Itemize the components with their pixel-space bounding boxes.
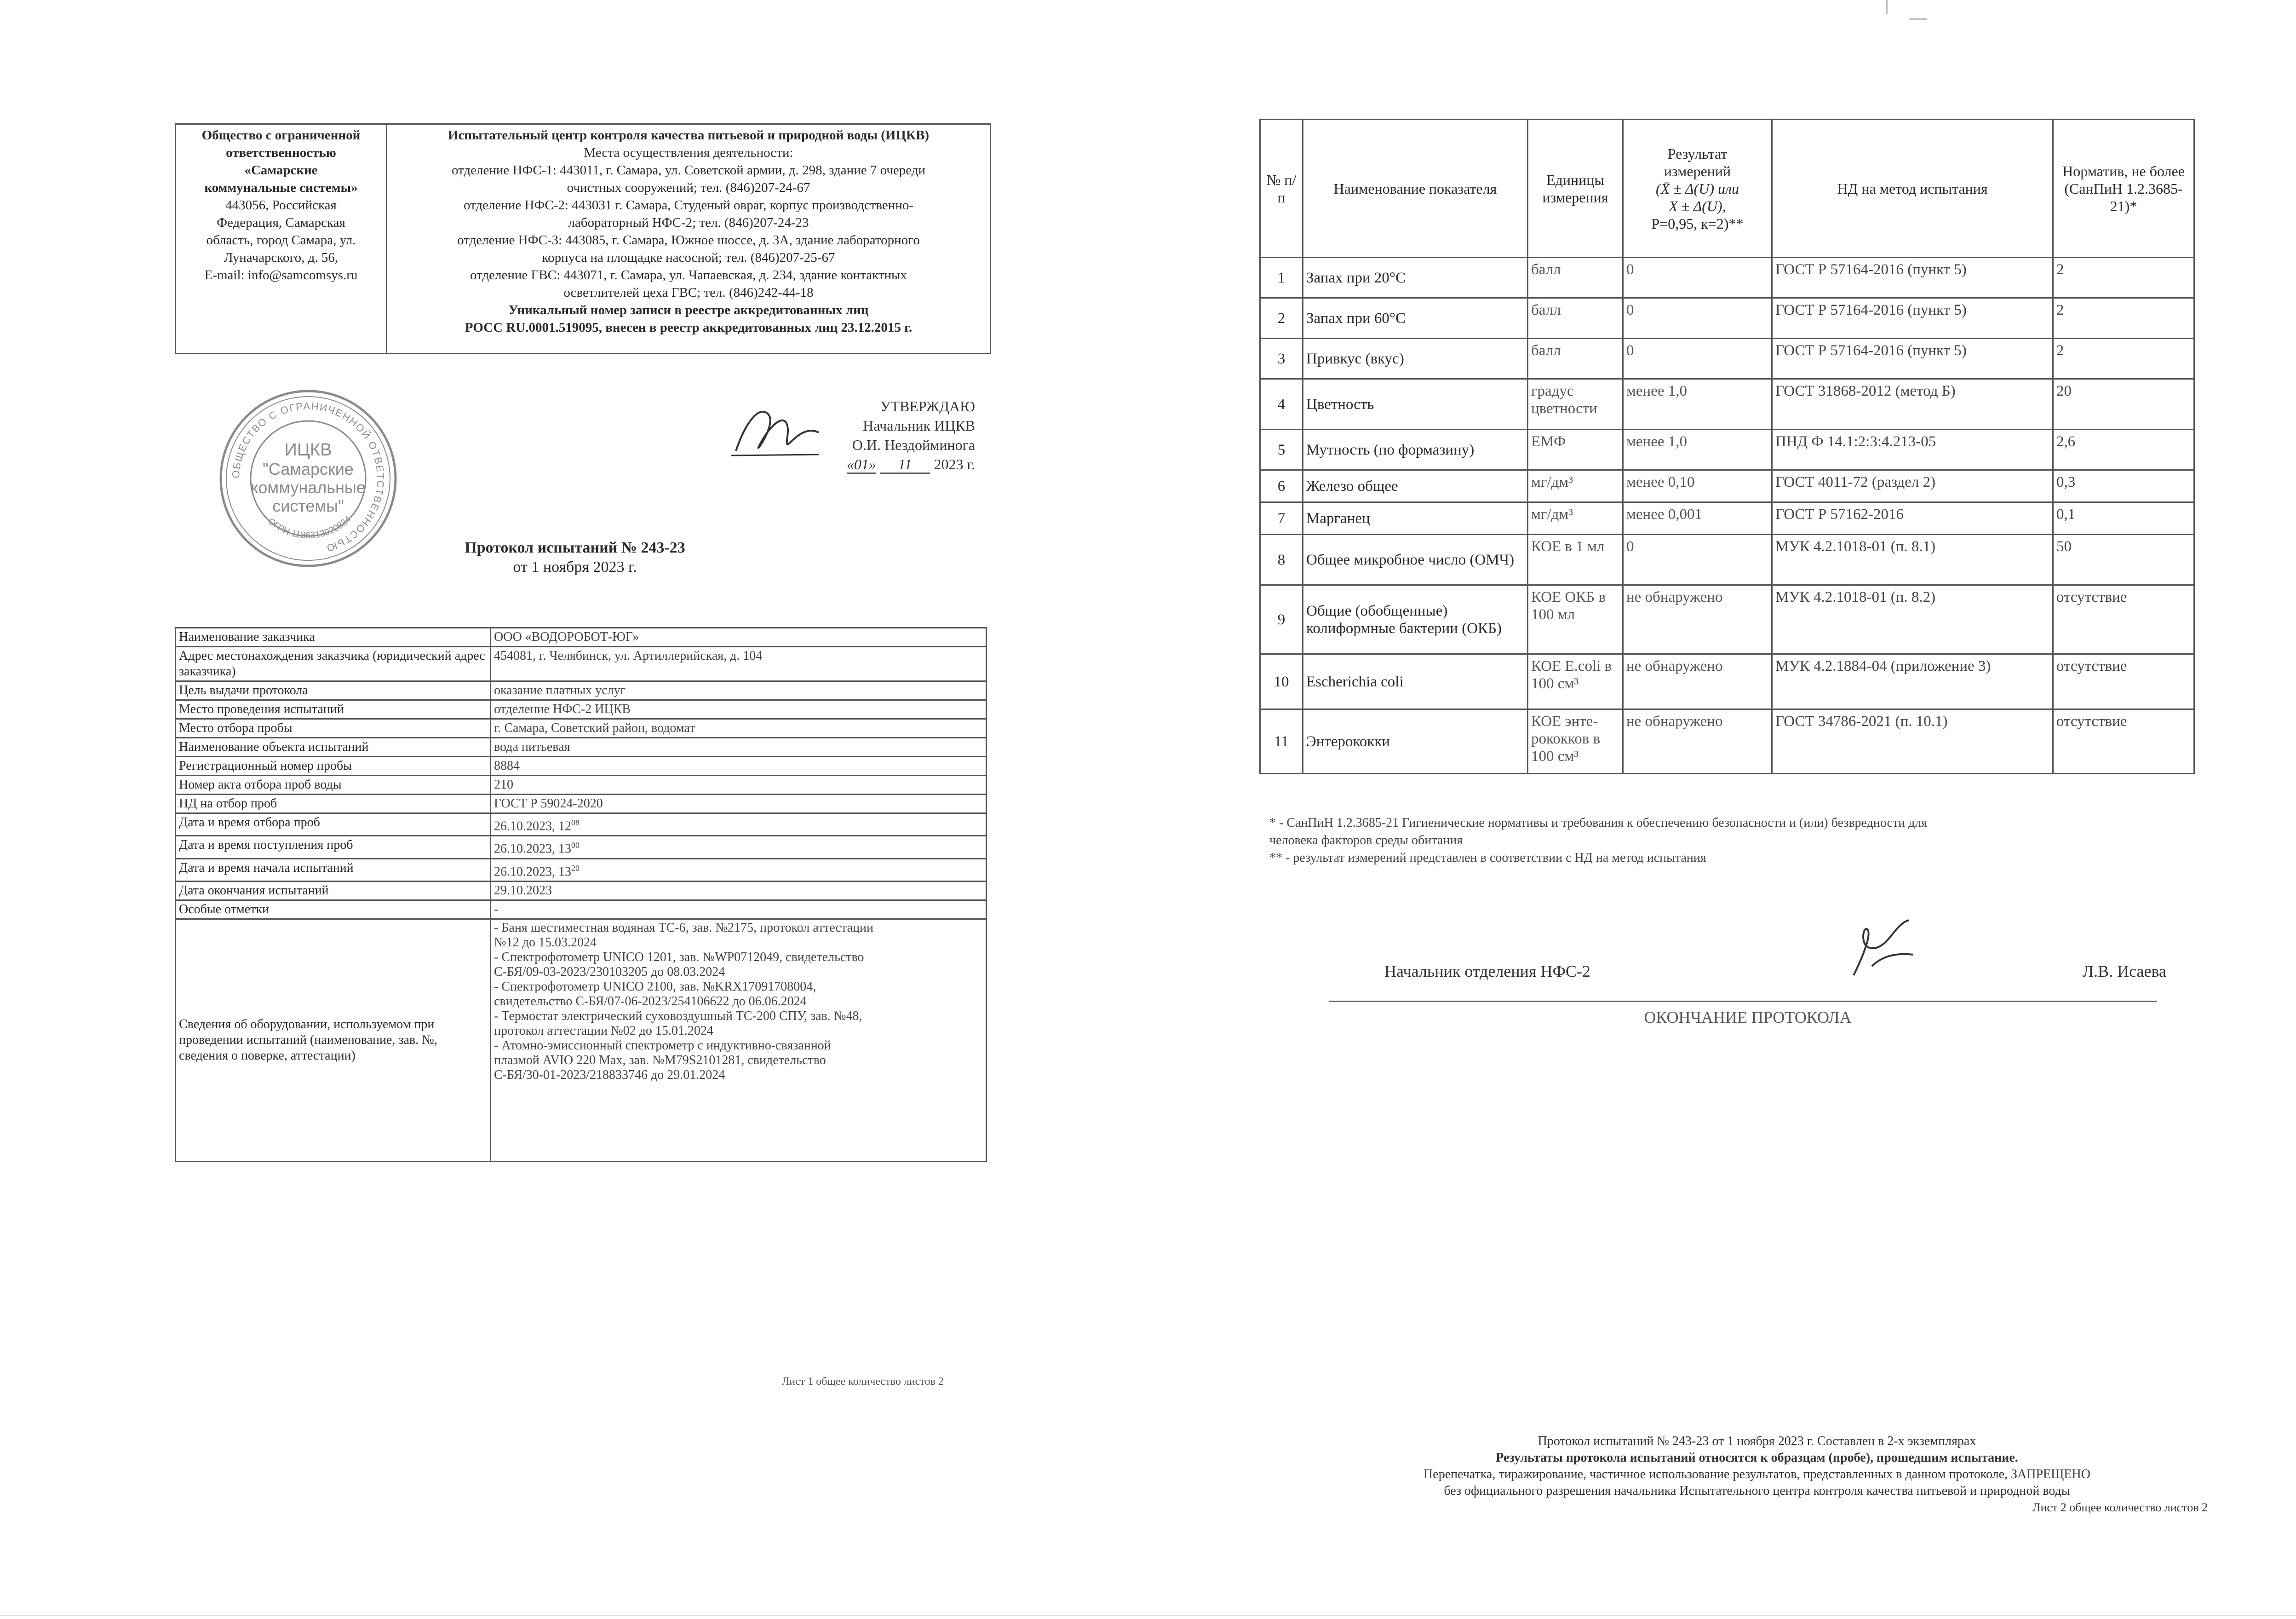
unit: балл: [1528, 298, 1623, 339]
info-value: 29.10.2023: [491, 881, 987, 900]
approve-date: «01» 11 2023 г.: [718, 455, 975, 474]
approve-name: О.И. Нездойминога: [852, 437, 975, 453]
unit: КОЕ энте-рококков в 100 см³: [1528, 709, 1623, 774]
result-row: [1260, 535, 2194, 585]
info-key: Место проведения испытаний: [176, 700, 491, 719]
indicator-name: Мутность (по формазину): [1303, 430, 1528, 470]
result-value: 0: [1623, 258, 1772, 298]
lab-cell: Испытательный центр контроля качества питьевой и природной воды (ИЦКВ) Места осуществления деятельности: отделение НФС-1: 443011, г. Самара, ул. Советской армии, д. 298, здание 7 очереди очистных сооружений; тел. (846)207-24-67 отделение НФС-2: 443031 г. Самара, Студеный овраг, корпус производственно- лабораторный НФС-2; тел. (846)207-24-23 отделение НФС-3: 443085, г. Самара, Южное шоссе, д. 3А, здание лабораторного корпуса на площадке насосной; тел. (846)207-25-67 отделение ГВС: 443071, г. Самара, ул. Чапаевская, д. 234, здание контактных осветлителей цеха ГВС; тел. (846)242-44-18 Уникальный номер записи в реестре аккредитованных лиц РОСС RU.0001.519095, внесен в реестр аккредитованных лиц 23.12.2015 г.: [387, 124, 991, 354]
protocol-title: Протокол испытаний № 243-23: [465, 539, 685, 556]
indicator-name: Марганец: [1303, 502, 1528, 535]
info-value: 454081, г. Челябинск, ул. Артиллерийская, д. 104: [491, 647, 987, 681]
norm-value: 2,6: [2053, 430, 2194, 470]
col-name: Наименование показателя: [1303, 120, 1528, 258]
result-row: [1260, 585, 2194, 654]
indicator-name: Escherichia coli: [1303, 654, 1528, 709]
stamp-center-text: ИЦКВ: [284, 440, 332, 460]
indicator-name: Цветность: [1303, 379, 1528, 430]
stamp-center-text: системы": [272, 496, 344, 515]
row-number: 5: [1260, 430, 1303, 470]
info-key: Дата и время начала испытаний: [176, 858, 491, 881]
stamp-center-text: "Самарские: [263, 460, 354, 478]
info-key: Наименование объекта испытаний: [176, 738, 491, 757]
indicator-name: Общее микробное число (ОМЧ): [1303, 535, 1528, 585]
header-table: [175, 123, 991, 354]
result-value: менее 1,0: [1623, 430, 1772, 470]
row-number: 4: [1260, 379, 1303, 430]
norm-value: 0,1: [2053, 502, 2194, 535]
info-value: г. Самара, Советский район, водомат: [491, 719, 987, 738]
row-number: 6: [1260, 470, 1303, 502]
info-key: Особые отметки: [176, 900, 491, 919]
info-key: Наименование заказчика: [176, 628, 491, 647]
info-row: [176, 757, 987, 776]
result-value: 0: [1623, 535, 1772, 585]
result-row: [1260, 430, 2194, 470]
info-value: отделение НФС-2 ИЦКВ: [491, 700, 987, 719]
indicator-name: Железо общее: [1303, 470, 1528, 502]
norm-value: 50: [2053, 535, 2194, 585]
norm-value: 2: [2053, 339, 2194, 379]
info-key: Регистрационный номер пробы: [176, 757, 491, 776]
norm-value: 2: [2053, 258, 2194, 298]
result-value: не обнаружено: [1623, 709, 1772, 774]
equipment-list: - Баня шестиместная водяная ТС-6, зав. №2175, протокол аттестации №12 до 15.03.2024 - Спектрофотометр UNICO 1201, зав. №WP0712049, свидетельство С-БЯ/09-03-2023/230103205 до 08.03.2024 - Спектрофотометр UNICO 2100, зав. №KRX17091708004, свидетельство С-БЯ/07-06-2023/254106622 до 06.06.2024 - Термостат электрический суховоздушный ТС-200 СПУ, зав. №48, протокол аттестации №02 до 15.01.2024 - Атомно-эмиссионный спектрометр с индуктивно-связанной плазмой AVIO 220 Max, зав. №M79S2101281, свидетельство С-БЯ/30-01-2023/218833746 до 29.01.2024: [491, 919, 987, 1161]
info-value: вода питьевая: [491, 738, 987, 757]
row-number: 8: [1260, 535, 1303, 585]
norm-value: 20: [2053, 379, 2194, 430]
col-norm: Норматив, не более (СанПиН 1.2.3685-21)*: [2053, 120, 2194, 258]
end-rule: [1329, 1001, 2157, 1002]
info-row: [176, 776, 987, 795]
row-number: 7: [1260, 502, 1303, 535]
signer-position: Начальник отделения НФС-2: [1384, 962, 1590, 980]
info-value: 26.10.2023, $13^{00}$: [491, 836, 987, 858]
unit: ЕМФ: [1528, 430, 1623, 470]
norm-value: отсутствие: [2053, 654, 2194, 709]
test-method: МУК 4.2.1884-04 (приложение 3): [1772, 654, 2053, 709]
page2-footer: Протокол испытаний № 243-23 от 1 ноября 2023 г. Составлен в 2-х экземплярах Результаты протокола испытаний относятся к образцам (пробе), прошедшим испытание. Перепечатка, тиражирование, частичное использование результатов, представленных в данном протоколе, ЗАПРЕЩЕНО без официального разрешения начальника Испытательного центра контроля качества питьевой и природной воды Лист 2 общее количество листов 2: [1424, 1434, 2208, 1514]
stamp-center-text: коммунальные: [251, 478, 366, 497]
time-minutes: 20: [571, 863, 580, 873]
norm-value: 2: [2053, 298, 2194, 339]
round-stamp: [216, 386, 400, 570]
approval-block: [718, 397, 975, 474]
info-value: 26.10.2023, $12^{08}$: [491, 813, 987, 836]
info-row: [176, 700, 987, 719]
indicator-name: Привкус (вкус): [1303, 339, 1528, 379]
info-value: 26.10.2023, $13^{20}$: [491, 858, 987, 881]
result-row: [1260, 298, 2194, 339]
result-row: [1260, 379, 2194, 430]
sample-info-table: [175, 627, 987, 1162]
scan-edge-mark: [1909, 18, 1927, 20]
unit: мг/дм³: [1528, 502, 1623, 535]
col-method: НД на метод испытания: [1772, 120, 2053, 258]
indicator-name: Общие (обобщенные) колиформные бактерии (ОКБ): [1303, 585, 1528, 654]
unit: балл: [1528, 339, 1623, 379]
approve-title: УТВЕРЖДАЮ: [880, 398, 975, 415]
stamp-ogrn-text: ОГРН 1186313020834: [265, 514, 353, 541]
info-row: [176, 836, 987, 858]
info-key: Место отбора пробы: [176, 719, 491, 738]
result-value: не обнаружено: [1623, 654, 1772, 709]
unit: КОЕ E.coli в 100 см³: [1528, 654, 1623, 709]
result-row: [1260, 709, 2194, 774]
row-number: 11: [1260, 709, 1303, 774]
info-row: [176, 719, 987, 738]
row-number: 2: [1260, 298, 1303, 339]
result-row: [1260, 470, 2194, 502]
info-row: [176, 795, 987, 813]
row-number: 3: [1260, 339, 1303, 379]
info-key: НД на отбор проб: [176, 795, 491, 813]
unit: КОЕ в 1 мл: [1528, 535, 1623, 585]
info-value: ГОСТ Р 59024-2020: [491, 795, 987, 813]
test-method: МУК 4.2.1018-01 (п. 8.2): [1772, 585, 2053, 654]
indicator-name: Энтерококки: [1303, 709, 1528, 774]
equipment-label: Сведения об оборудовании, используемом при проведении испытаний (наименование, зав. №, сведения о поверке, аттестации): [176, 919, 491, 1161]
info-key: Цель выдачи протокола: [176, 681, 491, 700]
page1-footer: Лист 1 общее количество листов 2: [782, 1376, 944, 1388]
info-row: [176, 628, 987, 647]
test-method: ГОСТ Р 57164-2016 (пункт 5): [1772, 339, 2053, 379]
unit: градус цветности: [1528, 379, 1623, 430]
time-minutes: 08: [571, 818, 580, 827]
unit: балл: [1528, 258, 1623, 298]
norm-value: 0,3: [2053, 470, 2194, 502]
info-value: ООО «ВОДОРОБОТ-ЮГ»: [491, 628, 987, 647]
info-value: оказание платных услуг: [491, 681, 987, 700]
info-key: Номер акта отбора проб воды: [176, 776, 491, 795]
lab-title: Испытательный центр контроля качества питьевой и природной воды (ИЦКВ): [448, 128, 930, 143]
result-row: [1260, 339, 2194, 379]
col-num: № п/п: [1260, 120, 1303, 258]
unit: КОЕ ОКБ в 100 мл: [1528, 585, 1623, 654]
test-method: ГОСТ Р 57164-2016 (пункт 5): [1772, 298, 2053, 339]
info-value: 210: [491, 776, 987, 795]
unit: мг/дм³: [1528, 470, 1623, 502]
col-result: Результат измерений (X̄ ± Δ(U) или X ± Δ(U), P=0,95, к=2)**: [1623, 120, 1772, 258]
result-value: менее 1,0: [1623, 379, 1772, 430]
result-value: 0: [1623, 298, 1772, 339]
signer-name: Л.В. Исаева: [2082, 962, 2166, 980]
result-row: [1260, 502, 2194, 535]
result-value: менее 0,001: [1623, 502, 1772, 535]
table-notes: * - СанПиН 1.2.3685-21 Гигиенические нормативы и требования к обеспечению безопасности и (или) безвредности для человека факторов среды обитания ** - результат измерений представлен в соответствии с НД на метод испытания: [1269, 816, 1928, 865]
protocol-date: от 1 ноября 2023 г.: [513, 559, 637, 576]
test-method: ГОСТ 31868-2012 (метод Б): [1772, 379, 2053, 430]
info-row: [176, 813, 987, 836]
row-number: 9: [1260, 585, 1303, 654]
signature-head: [1840, 916, 1923, 980]
info-row: [176, 738, 987, 757]
results-table: [1259, 119, 2195, 774]
indicator-name: Запах при 20°С: [1303, 258, 1528, 298]
result-value: не обнаружено: [1623, 585, 1772, 654]
result-value: менее 0,10: [1623, 470, 1772, 502]
info-key: Дата и время отбора проб: [176, 813, 491, 836]
test-method: ПНД Ф 14.1:2:3:4.213-05: [1772, 430, 2053, 470]
norm-value: отсутствие: [2053, 709, 2194, 774]
approve-position: Начальник ИЦКВ: [863, 417, 975, 434]
test-method: ГОСТ 34786-2021 (п. 10.1): [1772, 709, 2053, 774]
scan-edge-mark: [1886, 0, 1888, 14]
info-value: 8884: [491, 757, 987, 776]
col-unit: Единицы измерения: [1528, 120, 1623, 258]
result-value: 0: [1623, 339, 1772, 379]
test-method: ГОСТ Р 57164-2016 (пункт 5): [1772, 258, 2053, 298]
info-key: Дата окончания испытаний: [176, 881, 491, 900]
org-cell: Общество с ограниченной ответственностью «Самарские коммунальные системы» 443056, Российская Федерация, Самарская область, город Самара, ул. Луначарского, д. 56, E-mail: info@samcomsys.ru: [176, 124, 387, 354]
norm-value: отсутствие: [2053, 585, 2194, 654]
info-key: Дата и время поступления проб: [176, 836, 491, 858]
info-row: [176, 881, 987, 900]
info-row: [176, 681, 987, 700]
info-row: [176, 900, 987, 919]
stamp-ring-text: ОБЩЕСТВО С ОГРАНИЧЕННОЙ ОТВЕТСТВЕННОСТЬЮ: [230, 400, 387, 554]
result-row: [1260, 258, 2194, 298]
info-value: -: [491, 900, 987, 919]
row-number: 10: [1260, 654, 1303, 709]
end-of-protocol: ОКОНЧАНИЕ ПРОТОКОЛА: [1644, 1008, 1852, 1026]
info-row: [176, 858, 987, 881]
result-row: [1260, 654, 2194, 709]
protocol-title-block: [414, 538, 736, 577]
test-method: ГОСТ Р 57162-2016: [1772, 502, 2053, 535]
row-number: 1: [1260, 258, 1303, 298]
time-minutes: 00: [571, 841, 580, 850]
info-key: Адрес местонахождения заказчика (юридический адрес заказчика): [176, 647, 491, 681]
indicator-name: Запах при 60°С: [1303, 298, 1528, 339]
svg-text:ОГРН 1186313020834: [266, 514, 353, 541]
test-method: ГОСТ 4011-72 (раздел 2): [1772, 470, 2053, 502]
scan-edge-mark: [0, 1615, 2296, 1616]
test-method: МУК 4.2.1018-01 (п. 8.1): [1772, 535, 2053, 585]
info-row: [176, 647, 987, 681]
